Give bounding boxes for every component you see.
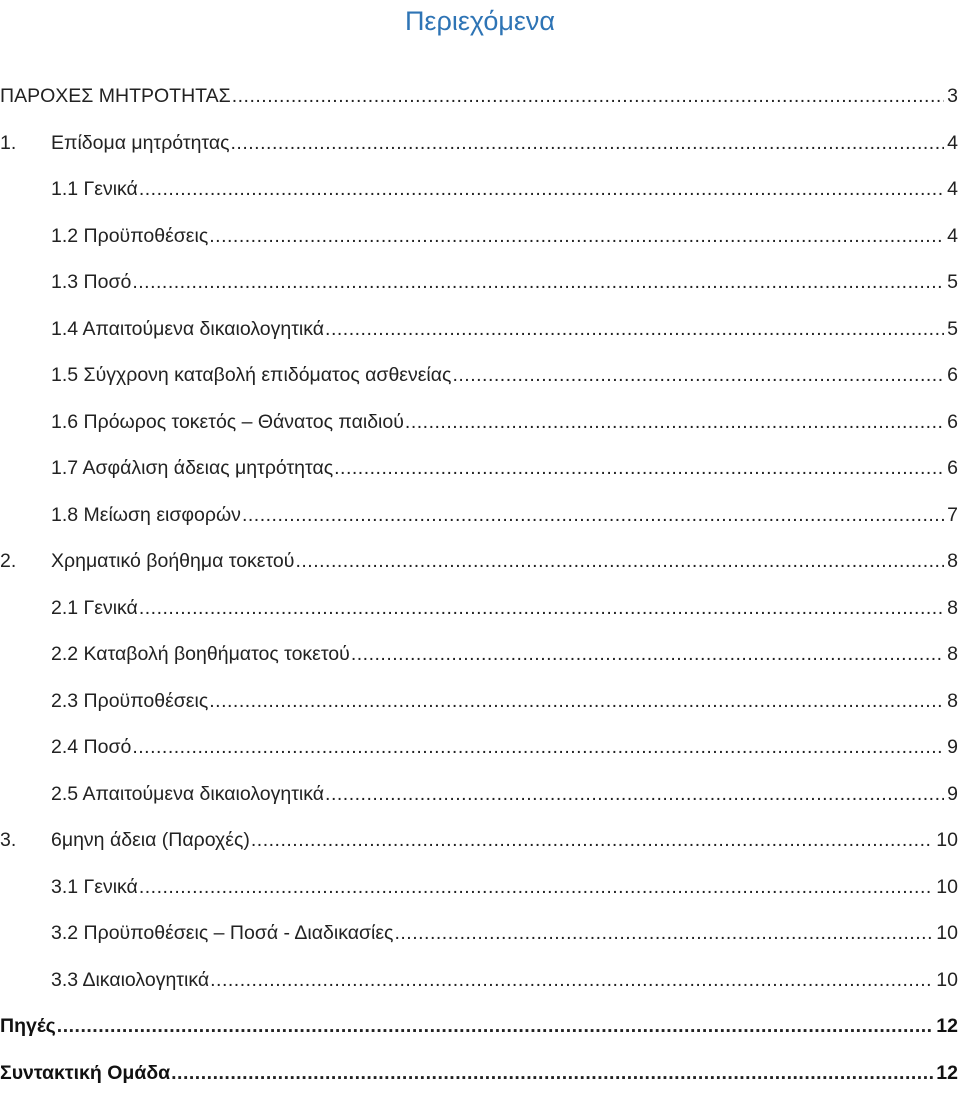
- toc-entry-2-2[interactable]: [0, 631, 958, 678]
- toc-entry-label: 1.8 Μείωση εισφορών: [51, 503, 241, 526]
- dot-leader: [132, 724, 944, 771]
- toc-page-number: 10: [936, 829, 958, 851]
- toc-entry-label: Συντακτική Ομάδα: [0, 1061, 171, 1084]
- toc-page-number: 5: [947, 271, 958, 293]
- toc-entry-section-3[interactable]: [0, 817, 958, 864]
- dot-leader: [295, 538, 944, 585]
- toc-section-number: 3.: [0, 829, 17, 851]
- toc-page-number: 8: [947, 550, 958, 572]
- toc-page-number: 3: [947, 85, 958, 107]
- toc-entry-1-6[interactable]: [0, 399, 958, 446]
- toc-entry-section-1[interactable]: [0, 120, 958, 167]
- dot-leader: [139, 585, 944, 632]
- toc-page-number: 4: [947, 224, 958, 247]
- toc-page-number: 9: [947, 736, 958, 758]
- dot-leader: [139, 864, 933, 911]
- toc-entry-1-2[interactable]: [0, 213, 958, 260]
- toc-entry-piges[interactable]: [0, 1003, 958, 1050]
- toc-page-number: 12: [936, 1061, 958, 1084]
- dot-leader: [242, 492, 944, 539]
- toc-entry-label: 3.1 Γενικά: [51, 875, 138, 898]
- toc-entry-label: 2.1 Γενικά: [51, 596, 138, 619]
- toc-entry-3-3[interactable]: [0, 957, 958, 1004]
- dot-leader: [334, 445, 944, 492]
- dot-leader: [325, 306, 944, 353]
- dot-leader: [251, 817, 933, 864]
- dot-leader: [325, 771, 944, 818]
- toc-entry-label: 1.4 Απαιτούμενα δικαιολογητικά: [51, 317, 325, 340]
- toc-entry-label: 2.3 Προϋποθέσεις: [51, 689, 209, 712]
- toc-page-number: 8: [947, 643, 958, 665]
- dot-leader: [209, 213, 944, 260]
- toc-page-number: 10: [936, 922, 958, 944]
- toc-page-number: 8: [947, 689, 958, 712]
- toc-entry-parohes-mitrotitas[interactable]: [0, 73, 958, 120]
- dot-leader: [139, 166, 944, 213]
- dot-leader: [394, 910, 933, 957]
- toc-page-number: 10: [936, 875, 958, 898]
- dot-leader: [452, 352, 944, 399]
- toc-entry-2-4[interactable]: [0, 724, 958, 771]
- toc-section-number: 2.: [0, 550, 17, 572]
- toc-entry-label: 2.5 Απαιτούμενα δικαιολογητικά: [51, 782, 325, 805]
- toc-entry-label: 2.2 Καταβολή βοηθήματος τοκετού: [51, 643, 350, 665]
- toc-entry-2-5[interactable]: [0, 771, 958, 818]
- dot-leader: [405, 399, 944, 446]
- toc-page-number: 8: [947, 596, 958, 619]
- toc-entry-label: 1.3 Ποσό: [51, 271, 132, 293]
- toc-entry-label: 3.3 Δικαιολογητικά: [51, 968, 210, 991]
- toc-entry-label: 1.2 Προϋποθέσεις: [51, 224, 209, 247]
- toc-page-number: 6: [947, 457, 958, 479]
- toc-page-number: 6: [947, 410, 958, 433]
- table-of-contents: [0, 73, 958, 1096]
- toc-entry-label: 6μηνη άδεια (Παροχές): [51, 829, 250, 851]
- toc-page-number: 9: [947, 782, 958, 805]
- toc-page-number: 7: [947, 503, 958, 526]
- toc-entry-1-7[interactable]: [0, 445, 958, 492]
- dot-leader: [231, 120, 945, 167]
- dot-leader: [232, 73, 944, 120]
- toc-entry-label: Πηγές: [0, 1015, 56, 1037]
- toc-page-number: 12: [936, 1015, 958, 1037]
- toc-entry-1-3[interactable]: [0, 259, 958, 306]
- toc-page-number: 10: [936, 968, 958, 991]
- toc-entry-syntaktiki-omada[interactable]: [0, 1050, 958, 1097]
- dot-leader: [171, 1050, 933, 1097]
- toc-entry-2-1[interactable]: [0, 585, 958, 632]
- toc-entry-label: ΠΑΡΟΧΕΣ ΜΗΤΡΟΤΗΤΑΣ: [0, 85, 231, 107]
- toc-entry-label: 3.2 Προϋποθέσεις – Ποσά - Διαδικασίες: [51, 922, 394, 944]
- toc-entry-label: 1.7 Ασφάλιση άδειας μητρότητας: [51, 457, 334, 479]
- toc-entry-1-5[interactable]: [0, 352, 958, 399]
- toc-entry-label: 1.1 Γενικά: [51, 178, 138, 200]
- toc-section-number: 1.: [0, 131, 17, 154]
- dot-leader: [209, 678, 944, 725]
- toc-entry-label: 1.5 Σύγχρονη καταβολή επιδόματος ασθενείας: [51, 364, 452, 386]
- toc-page-number: 4: [947, 178, 958, 200]
- dot-leader: [57, 1003, 934, 1050]
- toc-entry-label: 1.6 Πρόωρος τοκετός – Θάνατος παιδιού: [51, 410, 404, 433]
- toc-entry-3-2[interactable]: [0, 910, 958, 957]
- toc-entry-2-3[interactable]: [0, 678, 958, 725]
- toc-entry-1-4[interactable]: [0, 306, 958, 353]
- toc-page-number: 4: [947, 131, 958, 154]
- dot-leader: [351, 631, 944, 678]
- toc-page-number: 5: [947, 317, 958, 340]
- dot-leader: [132, 259, 944, 306]
- toc-entry-1-8[interactable]: [0, 492, 958, 539]
- toc-entry-label: Χρηματικό βοήθημα τοκετού: [51, 550, 295, 572]
- toc-entry-section-2[interactable]: [0, 538, 958, 585]
- toc-entry-label: 2.4 Ποσό: [51, 736, 132, 758]
- toc-entry-3-1[interactable]: [0, 864, 958, 911]
- toc-entry-1-1[interactable]: [0, 166, 958, 213]
- toc-page-number: 6: [947, 364, 958, 386]
- page-title: Περιεχόμενα: [404, 6, 556, 36]
- toc-entry-label: Επίδομα μητρότητας: [51, 131, 230, 154]
- dot-leader: [210, 957, 933, 1004]
